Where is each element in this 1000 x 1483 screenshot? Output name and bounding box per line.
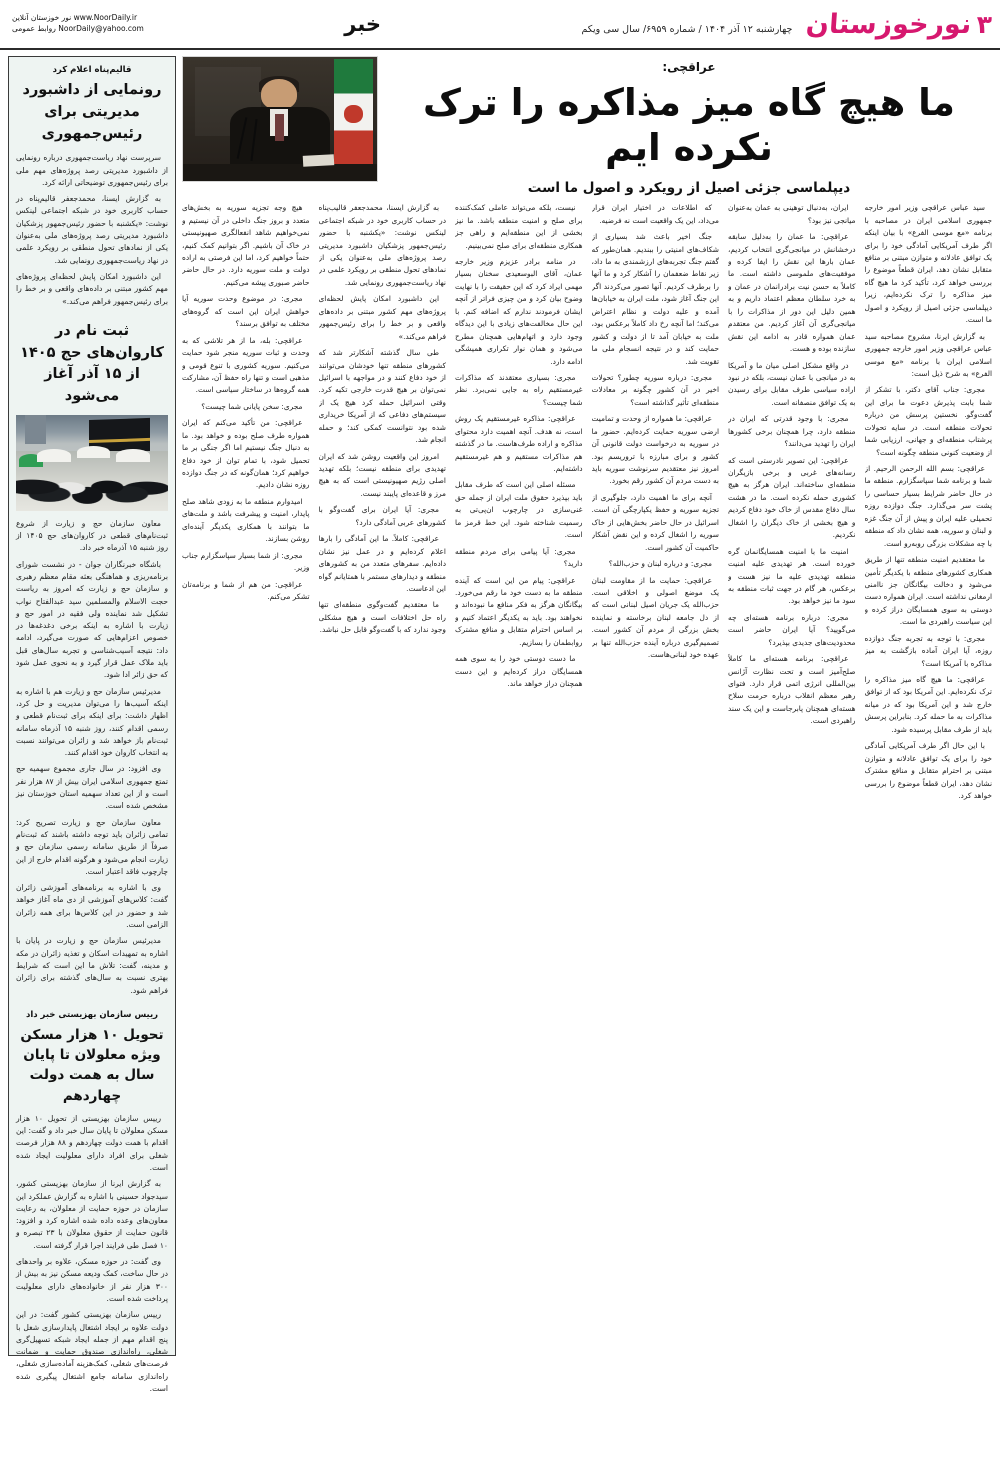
photo-subject-tie bbox=[275, 114, 284, 141]
logo-text: نورخوزستان bbox=[805, 8, 973, 40]
umbrella-icon-1 bbox=[37, 449, 70, 461]
umbrella-icon-2 bbox=[77, 446, 110, 458]
paragraph: وی با اشاره به برنامه‌های آموزشی زائران گفت: کلاس‌های آموزشی از دی ماه آغاز خواهد شد و حضور در این کلاس‌ها برای همه زائران الزامی است. bbox=[16, 883, 168, 930]
paragraph: وی گفت: در حوزه مسکن، علاوه بر واحدهای در حال ساخت، کمک ودیعه مسکن نیز به بیش از ۳۰۰ هزار نفر از خانواده‌های دارای معلولیت پرداخت شده است. bbox=[16, 1257, 168, 1303]
lead-subhead: دیپلماسی جزئی اصیل از رویکرد و اصول ما است bbox=[527, 180, 851, 197]
contact-website-label: نور خوزستان آنلاین bbox=[12, 13, 72, 23]
paragraph: عراقچی: پیام من این است که آینده منطقه ما به دست خود ما رقم می‌خورد. بیگانگان هرگز به فکر منافع ما نبوده‌اند و نخواهند بود. باید به یکدیگر اعتماد کنیم و بر اساس احترام متقابل و منافع مشترک روابطمان را بسازیم. bbox=[455, 575, 583, 647]
paragraph: عراقچی: مذاکره غیرمستقیم یک روش است، نه هدف. آنچه اهمیت دارد محتوای مذاکره و اراده طرف‌هاست. ما در گذشته هم مذاکرات مستقیم و هم غیرمستقیم داشته‌ایم. bbox=[455, 414, 583, 473]
paragraph: نیست، بلکه می‌تواند عاملی کمک‌کننده برای صلح و امنیت منطقه باشد. ما نیز بخشی از این منطقه‌ایم و راهی جز همکاری منطقه‌ای برای صلح نمی‌بینیم. bbox=[455, 203, 583, 250]
paragraph: به گزارش ایرنا، مشروح مصاحبه سید عباس عراقچی وزیر امور خارجه جمهوری اسلامی ایران با برنامه «مع موسی الفرع» به شرح ذیل است: bbox=[864, 331, 992, 378]
paragraph: مجری: درباره برنامه هسته‌ای چه می‌گویید؟ آیا ایران حاضر است محدودیت‌های جدیدی بپذیرد؟ bbox=[728, 612, 856, 647]
masthead bbox=[0, 0, 1000, 50]
masthead-contact bbox=[8, 13, 144, 35]
page-body bbox=[0, 50, 1000, 1480]
sidebar-headline-1: رونمایی از داشبورد مدیریتی برای رئیس‌جمهوری bbox=[22, 82, 162, 142]
paragraph: مجری: سخن پایانی شما چیست؟ bbox=[201, 401, 303, 411]
story-column-4 bbox=[455, 202, 583, 1480]
umbrella-icon-3 bbox=[116, 449, 149, 461]
sidebar-headline-2: ثبت نام در کاروان‌های حج ۱۴۰۵ از ۱۵ آذر آغاز می‌شود bbox=[20, 322, 164, 405]
hajj-photo bbox=[16, 415, 168, 511]
paragraph: مجری: آیا پیامی برای مردم منطقه دارید؟ bbox=[455, 546, 583, 569]
paragraph: رییس سازمان بهزیستی کشور گفت: در این دولت علاوه بر ایجاد اشتغال پایدارسازی شغل با پنج اقدام مهم از جمله ایجاد شبکه تسهیل‌گری شغلی، راه‌اندازی صندوق حمایت و ضمانت فرصت‌های شغلی، کمک‌هزینه آماده‌سازی شغلی، راه‌اندازی سامانه جامع اشتغال پیگیری شده است. bbox=[16, 1310, 168, 1394]
story-column-5 bbox=[319, 202, 447, 1480]
paragraph: به گزارش ایرنا از سازمان بهزیستی کشور، سیدجواد حسینی با اشاره به گزارش عملکرد این سازمان در حوزه حمایت از معلولان، به رعایت معاون‌های وعده داده شده اشاره کرد و افزود: قانون حمایت از حقوق معلولان با ۲۳ تبصره و ۱۰ فصل طی فرایند اجرا قرار گرفته است. bbox=[16, 1179, 169, 1250]
paragraph: ما دست دوستی خود را به سوی همه همسایگان دراز کرده‌ایم و این دست همچنان دراز خواهد ماند. bbox=[455, 654, 583, 688]
story-column-2 bbox=[728, 202, 856, 1480]
masthead-left bbox=[581, 8, 992, 40]
sidebar-kicker-1: قالیم‌پناه اعلام کرد bbox=[52, 65, 132, 75]
lead-kicker: عراقچی: bbox=[662, 60, 716, 74]
story-column-6 bbox=[182, 202, 310, 1480]
sidebar-body-3 bbox=[16, 1113, 168, 1396]
paragraph: عراقچی: من هم از شما و برنامه‌تان تشکر می‌کنم. bbox=[182, 579, 310, 601]
contact-email-line bbox=[12, 24, 144, 35]
paragraph: در منامه برادر عزیزم وزیر خارجه عمان، آقای البوسعیدی سخنان بسیار مهمی ایراد کرد که این حقیقت را با نهایت وضوح بیان کرد و من چیزی فراتر از آنچه ایشان فرمودند ندارم که اضافه کنم. با این حال مخالفت‌های زیادی با این دیدگاه وجود دارد و اتهام‌هایی همچنان مطرح می‌شود و همان نوار تکراری همیشگی ادامه دارد. bbox=[455, 257, 583, 366]
paragraph: در واقع مشکل اصلی میان ما و آمریکا به در میانجی با عمان نیست، بلکه در نبود اراده سیاسی طرف مقابل برای رسیدن به یک توافق منصفانه است. bbox=[728, 360, 856, 407]
paragraph: مجری: در موضوع وحدت سوریه آیا خواهش ایران این است که گروه‌های مختلف به توافق برسند؟ bbox=[182, 294, 310, 329]
paragraph: مجری: آیا ایران برای گفت‌وگو با کشورهای عربی آمادگی دارد؟ bbox=[318, 505, 446, 527]
contact-website-url[interactable]: www.NoorDaily.ir bbox=[73, 13, 138, 23]
paragraph: رییس سازمان بهزیستی از تحویل ۱۰ هزار مسکن معلولان تا پایان سال خبر داد و گفت: این اقدام با همت دولت چهاردهم و ۸۸ هزار فرصت شغلی برای افراد دارای معلولیت ایجاد شده است. bbox=[16, 1113, 168, 1172]
paragraph: ما معتقدیم گفت‌وگوی منطقه‌ای تنها راه حل اختلافات است و هیچ مشکلی وجود ندارد که با گفت‌وگو قابل حل نباشد. bbox=[318, 600, 446, 635]
contact-email-address[interactable]: NoorDaily@yahoo.com bbox=[58, 24, 144, 33]
paragraph: ایران، به‌دنبال توهینی به عمان به‌عنوان میانجی نیز بود؟ bbox=[728, 203, 856, 225]
paragraph: عراقچی: ما عمان را به‌دلیل سابقه درخشانش در میانجی‌گری انتخاب کردیم، عمان بارها این نقش را ایفا کرده و موفقیت‌های ملموسی داشته است. ما کاملاً به حسن نیت برادرانمان در عمان و به خرد سلطان معظم اعتماد داریم و به همین دلیل این دور از مذاکرات را با میانجی‌گری آن آغاز کردیم. من معتقدم عمان همواره قادر به ادامه این نقش سازنده بوده و هست. bbox=[728, 232, 856, 354]
paragraph: به گزارش ایسنا، محمدجعفر قالیم‌پناه در حساب کاربری خود در شبکه اجتماعی لینکس نوشت: «یکشنبه با حضور رئیس‌جمهور پزشکیان داشبورد مدیریتی رصد پروژه‌های ملی به‌عنوان یکی از نمادهای تحول منطقی بر رویکرد علمی در نهاد ریاست‌جمهوری رونمایی شد. bbox=[16, 194, 168, 265]
paragraph: این داشبورد امکان پایش لحظه‌ای پروژه‌های مهم کشور مبتنی بر داده‌های واقعی و بر خط را برای رئیس‌جمهور فراهم می‌کند.» bbox=[16, 271, 168, 306]
contact-website-line bbox=[12, 13, 144, 24]
main-story-area bbox=[182, 56, 992, 1480]
sidebar-story-hajj[interactable] bbox=[16, 321, 168, 997]
lead-photo bbox=[182, 56, 378, 182]
paragraph: به گزارش ایسنا، محمدجعفر قالیب‌پناه در حساب کاربری خود در شبکه اجتماعی لینکس نوشت: «یکشنبه با حضور رئیس‌جمهور پزشکیان داشبورد مدیریتی رصد پروژه‌های ملی به‌عنوان یکی از نمادهای تحول منطقی بر رویکرد علمی در نهاد ریاست‌جمهوری رونمایی شد. bbox=[318, 203, 446, 287]
story-column-3 bbox=[592, 202, 720, 1480]
paragraph: امنیت ما با امنیت همسایگانمان گره خورده است. هر تهدیدی علیه امنیت منطقه تهدیدی علیه ما نیز هست و برعکس، هر گام در جهت ثبات منطقه به سود ما نیز خواهد بود. bbox=[728, 546, 856, 606]
sidebar-body-2 bbox=[16, 518, 168, 997]
paragraph: امیدوارم منطقه ما به زودی شاهد صلح پایدار، امنیت و پیشرفت باشد و ملت‌های ما بتوانند با همکاری یکدیگر آینده‌ای روشن بسازند. bbox=[182, 496, 310, 544]
sidebar-headline-3: تحویل ۱۰ هزار مسکن ویژه معلولان تا پایان سال به همت دولت چهاردهم bbox=[20, 1026, 164, 1104]
paragraph: مدیرئیس سازمان حج و زیارت در پایان با اشاره به تمهیدات اسکان و تغذیه زائران در مکه و مدینه، گفت: تلاش ما این است که شرایط بهتری نسبت به سال‌های گذشته برای زائران فراهم شود. bbox=[16, 936, 168, 995]
paragraph: عراقچی: کاملاً. ما این آمادگی را بارها اعلام کرده‌ایم و در عمل نیز نشان داده‌ایم. سفرهای متعدد من به کشورهای منطقه و دیدارهای مستمر با همتایانم گواه این ادعاست. bbox=[318, 534, 446, 593]
paragraph: عراقچی: حمایت ما از مقاومت لبنان یک موضع اصولی و اخلاقی است. حزب‌الله یک جریان اصیل لبنانی است که از دل جامعه لبنان برخاسته و نماینده بخش بزرگی از مردم آن کشور است. تصمیم‌گیری درباره آینده حزب‌الله تنها بر عهده خود لبنانی‌هاست. bbox=[591, 575, 719, 660]
paragraph: سید عباس عراقچی وزیر امور خارجه جمهوری اسلامی ایران در مصاحبه با برنامه «مع موسی الفرع» با بیان اینکه اگر طرف آمریکایی آمادگی خود را برای یک توافق عادلانه و متوازن مبتنی بر منافع متقابل نشان دهد، ایران قطعاً موضوع را بررسی خواهد کرد، تأکید کرد ما هیچ گاه میز مذاکره را ترک نکرده‌ایم، زیرا دیپلماسی جزئی اصیل از رویکرد و اصول ما است. bbox=[864, 203, 992, 325]
paragraph: مجری: جناب آقای دکتر، با تشکر از شما بابت پذیرش دعوت ما برای این گفت‌وگو. نخستین پرسش من درباره تحولات منطقه است. در سایه تحولات پرشتاب منطقه‌ای و جهانی، ارزیابی شما از وضعیت کنونی منطقه چگونه است؟ bbox=[864, 385, 992, 457]
paragraph: مجری: با وجود قدرتی که ایران در منطقه دارد، چرا همچنان برخی کشورها ایران را تهدید می‌دانند؟ bbox=[728, 414, 856, 449]
lead-headline-block bbox=[386, 56, 992, 196]
sidebar-kicker-3: رییس سازمان بهزیستی خبر داد bbox=[25, 1009, 159, 1020]
paragraph: که اطلاعات در اختیار ایران قرار می‌داد، این یک واقعیت است نه فرضیه. bbox=[591, 203, 719, 225]
contact-email-label: روابط عمومی bbox=[12, 24, 56, 33]
sidebar-story-housing[interactable] bbox=[16, 1010, 168, 1396]
paragraph: مجری: با توجه به تجربه جنگ دوازده روزه، آیا ایران آماده بازگشت به میز مذاکره با آمریکا است؟ bbox=[864, 633, 992, 668]
paragraph: معاون سازمان حج و زیارت تصریح کرد: تمامی زائران باید توجه داشته باشند که ثبت‌نام صرفاً از طریق سامانه رسمی سازمان حج و زیارت انجام می‌شود و هرگونه اقدام خارج از این چارچوب فاقد اعتبار است. bbox=[16, 817, 168, 876]
paragraph: طی سال گذشته آشکارتر شد که کشورهای منطقه تنها خودشان می‌توانند از خود دفاع کنند و در مواجهه با اسرائیل نمی‌توان بر هیچ قدرت خارجی تکیه کرد. وقتی اسرائیل حمله کرد هیچ یک از سیستم‌های دفاعی که از آمریکا خریداری شده بود نتوانست کمکی کند؛ و حمله انجام شد. bbox=[318, 348, 446, 445]
photo-subject-head bbox=[261, 79, 298, 110]
newspaper-logo bbox=[805, 8, 992, 40]
paragraph: مجری: از شما بسیار سپاسگزارم جناب وزیر. bbox=[182, 550, 310, 573]
masthead-center bbox=[144, 12, 582, 36]
paragraph: امروز این واقعیت روشن شد که ایران تهدیدی برای منطقه نیست؛ بلکه تهدید اصلی رژیم صهیونیستی است که به هیچ مرز و قاعده‌ای پایبند نیست. bbox=[318, 451, 446, 498]
paragraph: معاون سازمان حج و زیارت از شروع ثبت‌نام‌های قطعی در کاروان‌های حج ۱۴۰۵ از روز شنبه ۱۵ آذرماه خبر داد. bbox=[16, 518, 168, 553]
paragraph: عراقچی: بسم الله الرحمن الرحیم. از شما و برنامه شما سپاسگزارم. منطقه ما در حال حاضر شرایط بسیار حساسی را پشت سر می‌گذارد. جنگ دوازده روزه تحمیلی علیه ایران و پیش از آن جنگ غزه و لبنان و سوریه، همه نشان داد که منطقه با چه مشکلات بزرگی روبه‌رو است. bbox=[864, 464, 992, 548]
section-label: خبر bbox=[344, 12, 382, 36]
paragraph: این داشبورد امکان پایش لحظه‌ای پروژه‌های مهم کشور مبتنی بر داده‌های واقعی و بر خط را برای رئیس‌جمهور فراهم می‌کند.» bbox=[318, 294, 446, 341]
story-columns bbox=[182, 202, 992, 1480]
page-number: ۳ bbox=[976, 9, 992, 39]
lead-headline: ما هیچ گاه میز مذاکره را ترک نکرده ایم bbox=[423, 81, 955, 170]
paragraph: عراقچی: من تأکید می‌کنم که ایران همواره طرف صلح بوده و خواهد بود. ما به دنبال جنگ نیستیم اما اگر جنگی بر ما تحمیل شود، با تمام توان از خود دفاع خواهیم کرد؛ همان‌گونه که در جنگ دوازده روزه نشان دادیم. bbox=[182, 418, 310, 490]
paragraph: وی افزود: در سال جاری مجموع سهمیه حج تمتع جمهوری اسلامی ایران بیش از ۸۷ هزار نفر است و از این تعداد سهمیه استان خوزستان نیز مشخص شده است. bbox=[16, 764, 168, 811]
paragraph: عراقچی: بله، ما از هر تلاشی که به وحدت و ثبات سوریه منجر شود حمایت می‌کنیم. سوریه کشوری با تنوع قومی و مذهبی است و تنها راه حفظ آن، مشارکت همه گروه‌ها در ساختار سیاسی است. bbox=[182, 335, 310, 395]
sidebar bbox=[8, 56, 176, 1394]
paragraph: مسئله اصلی این است که طرف مقابل باید بپذیرد حقوق ملت ایران از جمله حق غنی‌سازی در چارچوب ان‌پی‌تی به رسمیت شناخته شود. این خط قرمز ما است. bbox=[455, 480, 583, 540]
podium bbox=[183, 164, 377, 181]
paragraph: آنچه برای ما اهمیت دارد، جلوگیری از تجزیه سوریه و حفظ یکپارچگی آن است. اسرائیل در حال حاضر بخش‌هایی از خاک سوریه را اشغال کرده و این نقض آشکار حاکمیت آن کشور است. bbox=[591, 492, 719, 552]
paragraph: مجری: بسیاری معتقدند که مذاکرات غیرمستقیم راه به جایی نمی‌برد. نظر شما چیست؟ bbox=[455, 372, 583, 407]
story-column-1 bbox=[865, 202, 993, 1480]
photo-tower bbox=[25, 415, 46, 444]
paragraph: سرپرست نهاد ریاست‌جمهوری درباره رونمایی از داشبورد مدیریتی رصد پروژه‌های مهم ملی برای رئیس‌جمهوری توضیحاتی ارائه کرد. bbox=[16, 153, 168, 187]
paragraph: عراقچی: ما همواره از وحدت و تمامیت ارضی سوریه حمایت کرده‌ایم. حضور ما در سوریه به درخواست دولت قانونی آن کشور و برای مبارزه با تروریسم بود. امروز نیز معتقدیم سرنوشت سوریه باید به دست مردم آن کشور رقم بخورد. bbox=[591, 414, 719, 486]
paragraph: باشگاه خبرنگاران جوان - در نشست شورای برنامه‌ریزی و هماهنگی بعثه مقام معظم رهبری و سازمان حج و زیارت که امروز به ریاست حجت الاسلام والمسلمین سید عبدالفتاح نواب تشکیل شد نماینده ولی فقیه در امور حج و زیارت با اشاره به اینکه برخی دغدغه‌ها در خصوص اعزام‌هایی که صورت می‌گیرد، ادامه داد: نتیجه آسیب‌شناسی و تجربه سال‌های قبل باید ملاک عمل قرار گیرد و به نحوی عمل شود که حق زائر ادا شود. bbox=[16, 559, 168, 680]
paragraph: هیچ وجه تجزیه سوریه به بخش‌های متعدد و بروز جنگ داخلی در آن نیستیم و نمی‌خواهیم شاهد انفعالگری صهیونیستی در خاک آن باشیم. اگر بتوانیم کمک کنیم، حتماً خواهیم کرد، اما این فرصتی به اراده دولت و ملت سوریه دارد. در حال حاضر حاضر صبوری پیشه می‌کنیم. bbox=[182, 203, 310, 287]
paragraph: عراقچی: برنامه هسته‌ای ما کاملاً صلح‌آمیز است و تحت نظارت آژانس بین‌المللی انرژی اتمی قرار دارد. فتوای رهبر معظم انقلاب درباره حرمت سلاح هسته‌ای همچنان پابرجاست و این یک سند راهبردی است. bbox=[728, 654, 856, 726]
lead-header-row bbox=[182, 56, 992, 196]
paragraph: با این حال اگر طرف آمریکایی آمادگی خود را برای یک توافق عادلانه و متوازن مبتنی بر احترام متقابل و منافع مشترک نشان دهد، ایران قطعاً موضوع را بررسی خواهد کرد. bbox=[864, 741, 992, 800]
paragraph: عراقچی: این تصویر نادرستی است که رسانه‌های غربی و برخی بازیگران منطقه‌ای ساخته‌اند. ایران هرگز به هیچ کشوری حمله نکرده است. ما در هشت سال دفاع مقدس از خاک خود دفاع کردیم و هیچ بخشی از خاک دیگران را اشغال نکردیم. bbox=[728, 455, 856, 540]
paragraph: مدیرئیس سازمان حج و زیارت هم با اشاره به اینکه آسیب‌ها را می‌توان مدیریت و حل کرد، اظهار داشت: برای اینکه برای ثبت‌نام قطعی و رسمی اقدام کنند، روز شنبه ۱۵ آذرماه سامانه ثبت‌نام باز خواهد شد و زائران می‌توانند نسبت به انتخاب کاروان خود اقدام کنند. bbox=[16, 686, 168, 758]
sidebar-story-dashboard[interactable] bbox=[16, 65, 168, 308]
paragraph: مجری: درباره سوریه چطور؟ تحولات اخیر در آن کشور چگونه بر معادلات منطقه‌ای تأثیر گذاشته است؟ bbox=[591, 372, 719, 407]
paragraph: عراقچی: ما هیچ گاه میز مذاکره را ترک نکرده‌ایم. این آمریکا بود که از توافق خارج شد و این آمریکا بود که در میانه مذاکرات به ما حمله کرد. بنابراین پرسش باید از طرف مقابل پرسیده شود. bbox=[864, 675, 992, 734]
sidebar-body-1 bbox=[16, 152, 168, 308]
paragraph: مجری: و درباره لبنان و حزب‌الله؟ bbox=[608, 559, 712, 569]
podium-papers bbox=[303, 154, 335, 167]
paragraph: جنگ اخیر باعث شد بسیاری از شکاف‌های امنیتی را ببندیم. همان‌طور که گفتم جنگ تجربه‌های ارزشمندی به ما داد، زیر نقاط ضعفمان را آشکار کرد و ما آنها را برطرف کردیم. آنها تصور می‌کردند اگر این جنگ آغاز شود، ملت ایران به خیابان‌ها آمده و علیه دولت و نظام اعتراض می‌کند؛ اما آنچه رخ داد کاملاً برعکس بود، ملت به خیابان آمد تا از دولت و کشور حمایت کند و در نتیجه انسجام ملی ما تقویت شد. bbox=[591, 232, 719, 366]
iran-flag-icon bbox=[334, 59, 373, 173]
paragraph: ما معتقدیم امنیت منطقه تنها از طریق همکاری کشورهای منطقه با یکدیگر تأمین می‌شود و دخالت بیگانگان جز ناامنی ارمغانی نداشته است. ایران همواره دست دوستی به سوی همسایگان دراز کرده و این سیاست راهبردی ما است. bbox=[864, 555, 992, 627]
dateline: چهارشنبه ۱۲ آذر ۱۴۰۴ / شماره ۶۹۵۹/ سال سی ویکم bbox=[581, 23, 793, 35]
